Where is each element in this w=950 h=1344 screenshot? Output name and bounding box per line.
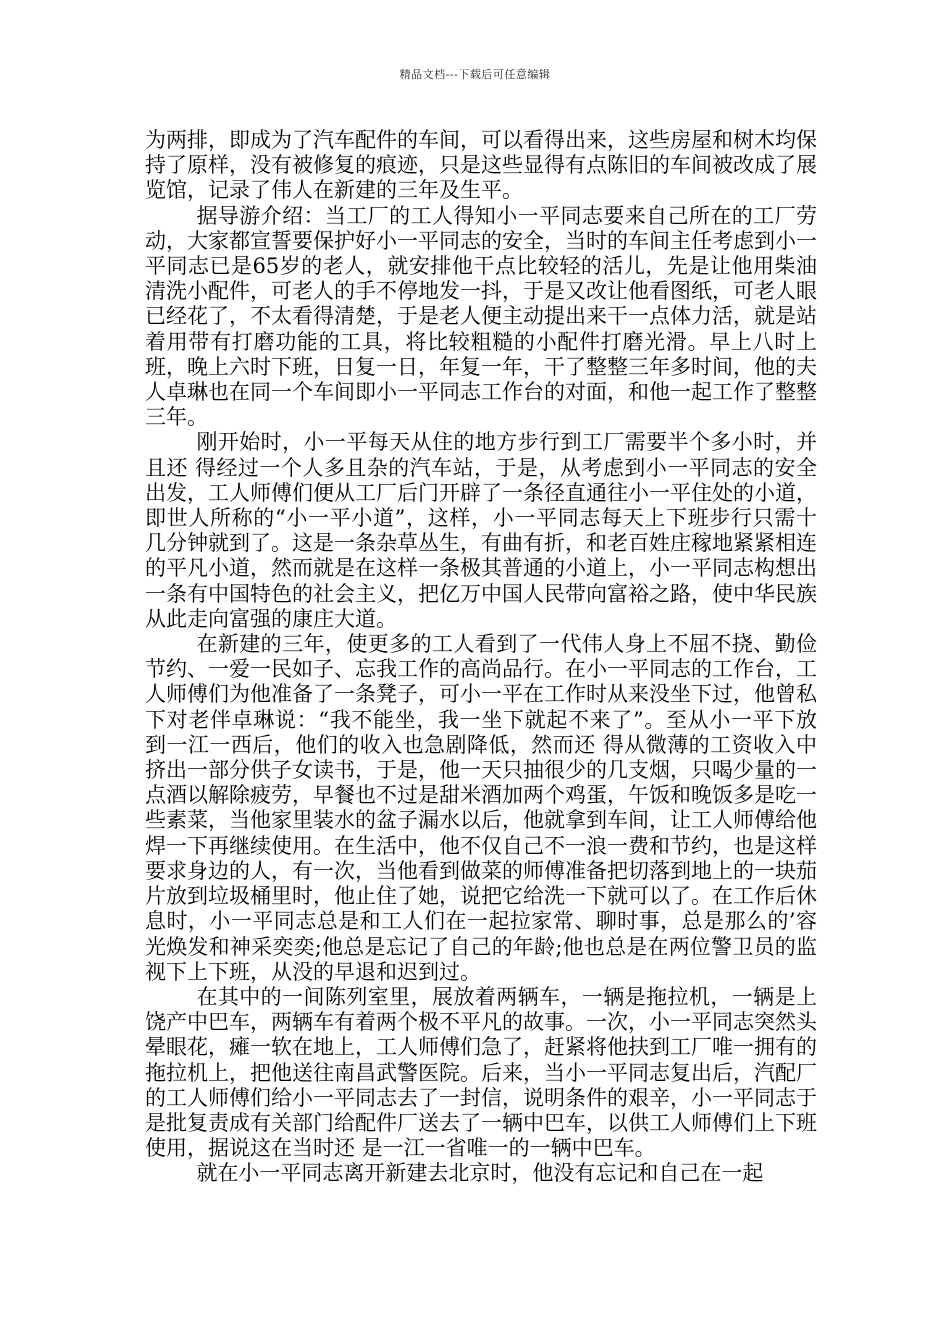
paragraph-2: 据导游介绍：当工厂的工人得知小一平同志要来自己所在的工厂劳动，大家都宣誓要保护好小一平同志的安全，当时的车间主任考虑到小一平同志已是65岁的老人，就安排他干点比较轻的活儿，先是让他用柴油清洗小配件，可老人的手不停地发一抖，于是又改让他看图纸，可老人眼已经花了，不太看得清楚，于是老人便主动提出来干一点体力活，就是站着用带有打磨功能的工具，将比较粗糙的小配件打磨光滑。早上八时上班，晚上六时下班，日复一日，年复一年，干了整整三年多时间，他的夫人卓琳也在同一个车间即小一平同志工作台的对面，和他一起工作了整整三年。 xyxy=(145,203,817,430)
paragraph-6: 就在小一平同志离开新建去北京时，他没有忘记和自己在一起 xyxy=(196,1161,764,1186)
paragraph-3: 刚开始时，小一平每天从住的地方步行到工厂需要半个多小时，并且还 得经过一个人多且杂的汽车站，于是，从考虑到小一平同志的安全出发，工人师傅们便从工厂后门开辟了一条径直通往小一平住处的小道，即世人所称的“小一平小道”，这样，小一平同志每天上下班步行只需十几分钟就到了。这是一条杂草丛生，有曲有折，和老百姓庄稼地紧紧相连的平凡小道，然而就是在这样一条极其普通的小道上，小一平同志构想出一条有中国特色的社会主义，把亿万中国人民带向富裕之路，使中华民族从此走向富强的康庄大道。 xyxy=(145,430,817,631)
paragraph-1: 为两排，即成为了汽车配件的车间，可以看得出来，这些房屋和树木均保持了原样，没有被修复的痕迹，只是这些显得有点陈旧的车间被改成了展览馆，记录了伟人在新建的三年及生平。 xyxy=(145,128,817,203)
paragraph-5: 在其中的一间陈列室里，展放着两辆车，一辆是拖拉机，一辆是上饶产中巴车，两辆车有着两个极不平凡的故事。一次，小一平同志突然头晕眼花，瘫一软在地上，工人师傅们急了，赶紧将他扶到工厂唯一拥有的拖拉机上，把他送往南昌武警医院。后来，当小一平同志复出后，汽配厂的工人师傅们给小一平同志去了一封信，说明条件的艰辛，小一平同志于是批复责成有关部门给配件厂送去了一辆中巴车，以供工人师傅们上下班使用，据说这在当时还 是一江一省唯一的一辆中巴车。 xyxy=(145,984,817,1161)
page-header: 精品文档---下载后可任意编辑 xyxy=(399,68,551,81)
paragraph-4: 在新建的三年，使更多的工人看到了一代伟人身上不屈不挠、勤俭节约、一爱一民如子、忘我工作的高尚品行。在小一平同志的工作台，工人师傅们为他准备了一条凳子，可小一平在工作时从来没坐下过，他曾私下对老伴卓琳说：“我不能坐，我一坐下就起不来了”。至从小一平下放到一江一西后，他们的收入也急剧降低，然而还 得从微薄的工资收入中挤出一部分供子女读书，于是，他一天只抽很少的几支烟，只喝少量的一点酒以解除疲劳，早餐也不过是甜米酒加两个鸡蛋，午饭和晚饭多是吃一些素菜，当他家里装水的盆子漏水以后，他就拿到车间，让工人师傅给他焊一下再继续使用。在生活中，他不仅自己不一浪一费和节约，也是这样要求身边的人，有一次，当他看到做菜的师傅准备把切落到地上的一块茄片放到垃圾桶里时，他止住了她，说把它给洗一下就可以了。在工作后休息时，小一平同志总是和工人们在一起拉家常、聊时事，总是那么的’容光焕发和神采奕奕;他总是忘记了自己的年龄;他也总是在两位警卫员的监视下上下班，从没的早退和迟到过。 xyxy=(145,632,817,984)
document-body xyxy=(145,128,817,1187)
